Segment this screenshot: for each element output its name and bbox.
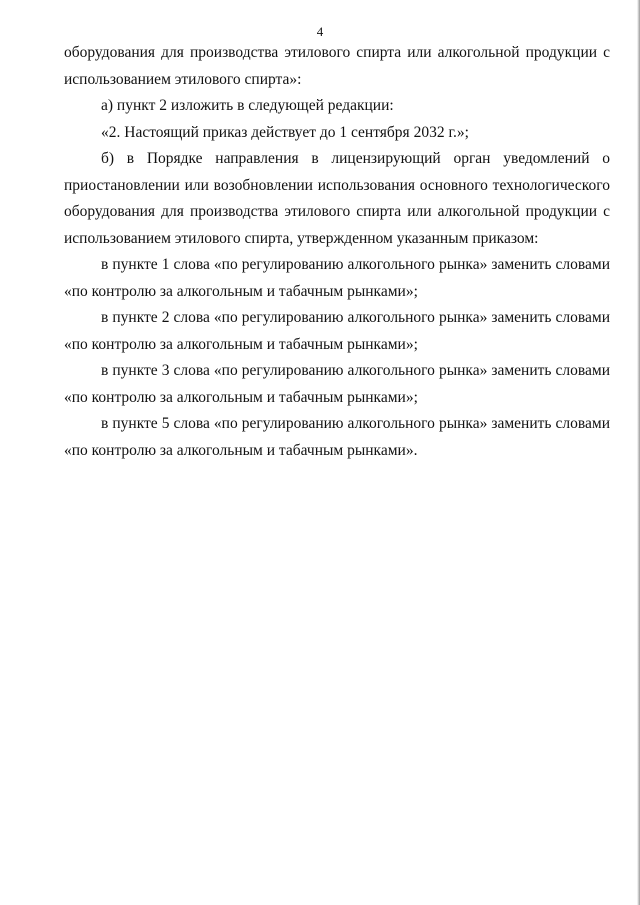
paragraph-line: использованием этилового спирта»: [64, 70, 302, 88]
paragraph-line: в пункте 1 слова «по регулированию алкогольного рынка» заменить словами [101, 256, 610, 273]
paragraph-point-3 [64, 358, 610, 411]
paragraph-line: б) в Порядке направления в лицензирующий орган уведомлений о [101, 150, 610, 167]
paragraph-point-5 [64, 411, 610, 464]
paragraph-point-1 [64, 252, 610, 305]
paragraph-line: а) пункт 2 изложить в следующей редакции: [101, 97, 394, 114]
paragraph-quote [64, 120, 610, 147]
paragraph-line: «по контролю за алкогольным и табачным рынками»; [64, 388, 418, 406]
document-body [64, 40, 610, 464]
paragraph-line: «по контролю за алкогольным и табачным рынками»; [64, 282, 418, 300]
paragraph-point-2 [64, 305, 610, 358]
paragraph-continuation [64, 40, 610, 93]
paragraph-line: «по контролю за алкогольным и табачным рынками»; [64, 335, 418, 353]
paragraph-item-a [64, 93, 610, 120]
paragraph-line: в пункте 3 слова «по регулированию алкогольного рынка» заменить словами [101, 362, 610, 379]
paragraph-line: оборудования для производства этилового спирта или алкогольной продукции с [64, 44, 610, 61]
paragraph-line: использованием этилового спирта, утвержденном указанным приказом: [64, 229, 539, 247]
paragraph-line: «2. Настоящий приказ действует до 1 сентября 2032 г.»; [101, 123, 469, 141]
paragraph-line: приостановлении или возобновлении использования основного технологического [64, 176, 610, 194]
page-number: 4 [316, 24, 324, 39]
paragraph-line: оборудования для производства этилового спирта или алкогольной продукции с [64, 203, 610, 220]
paragraph-line: в пункте 5 слова «по регулированию алкогольного рынка» заменить словами [101, 415, 610, 432]
paragraph-line: в пункте 2 слова «по регулированию алкогольного рынка» заменить словами [101, 309, 610, 326]
paragraph-line: «по контролю за алкогольным и табачным рынками». [64, 441, 418, 459]
paragraph-item-b [64, 146, 610, 252]
